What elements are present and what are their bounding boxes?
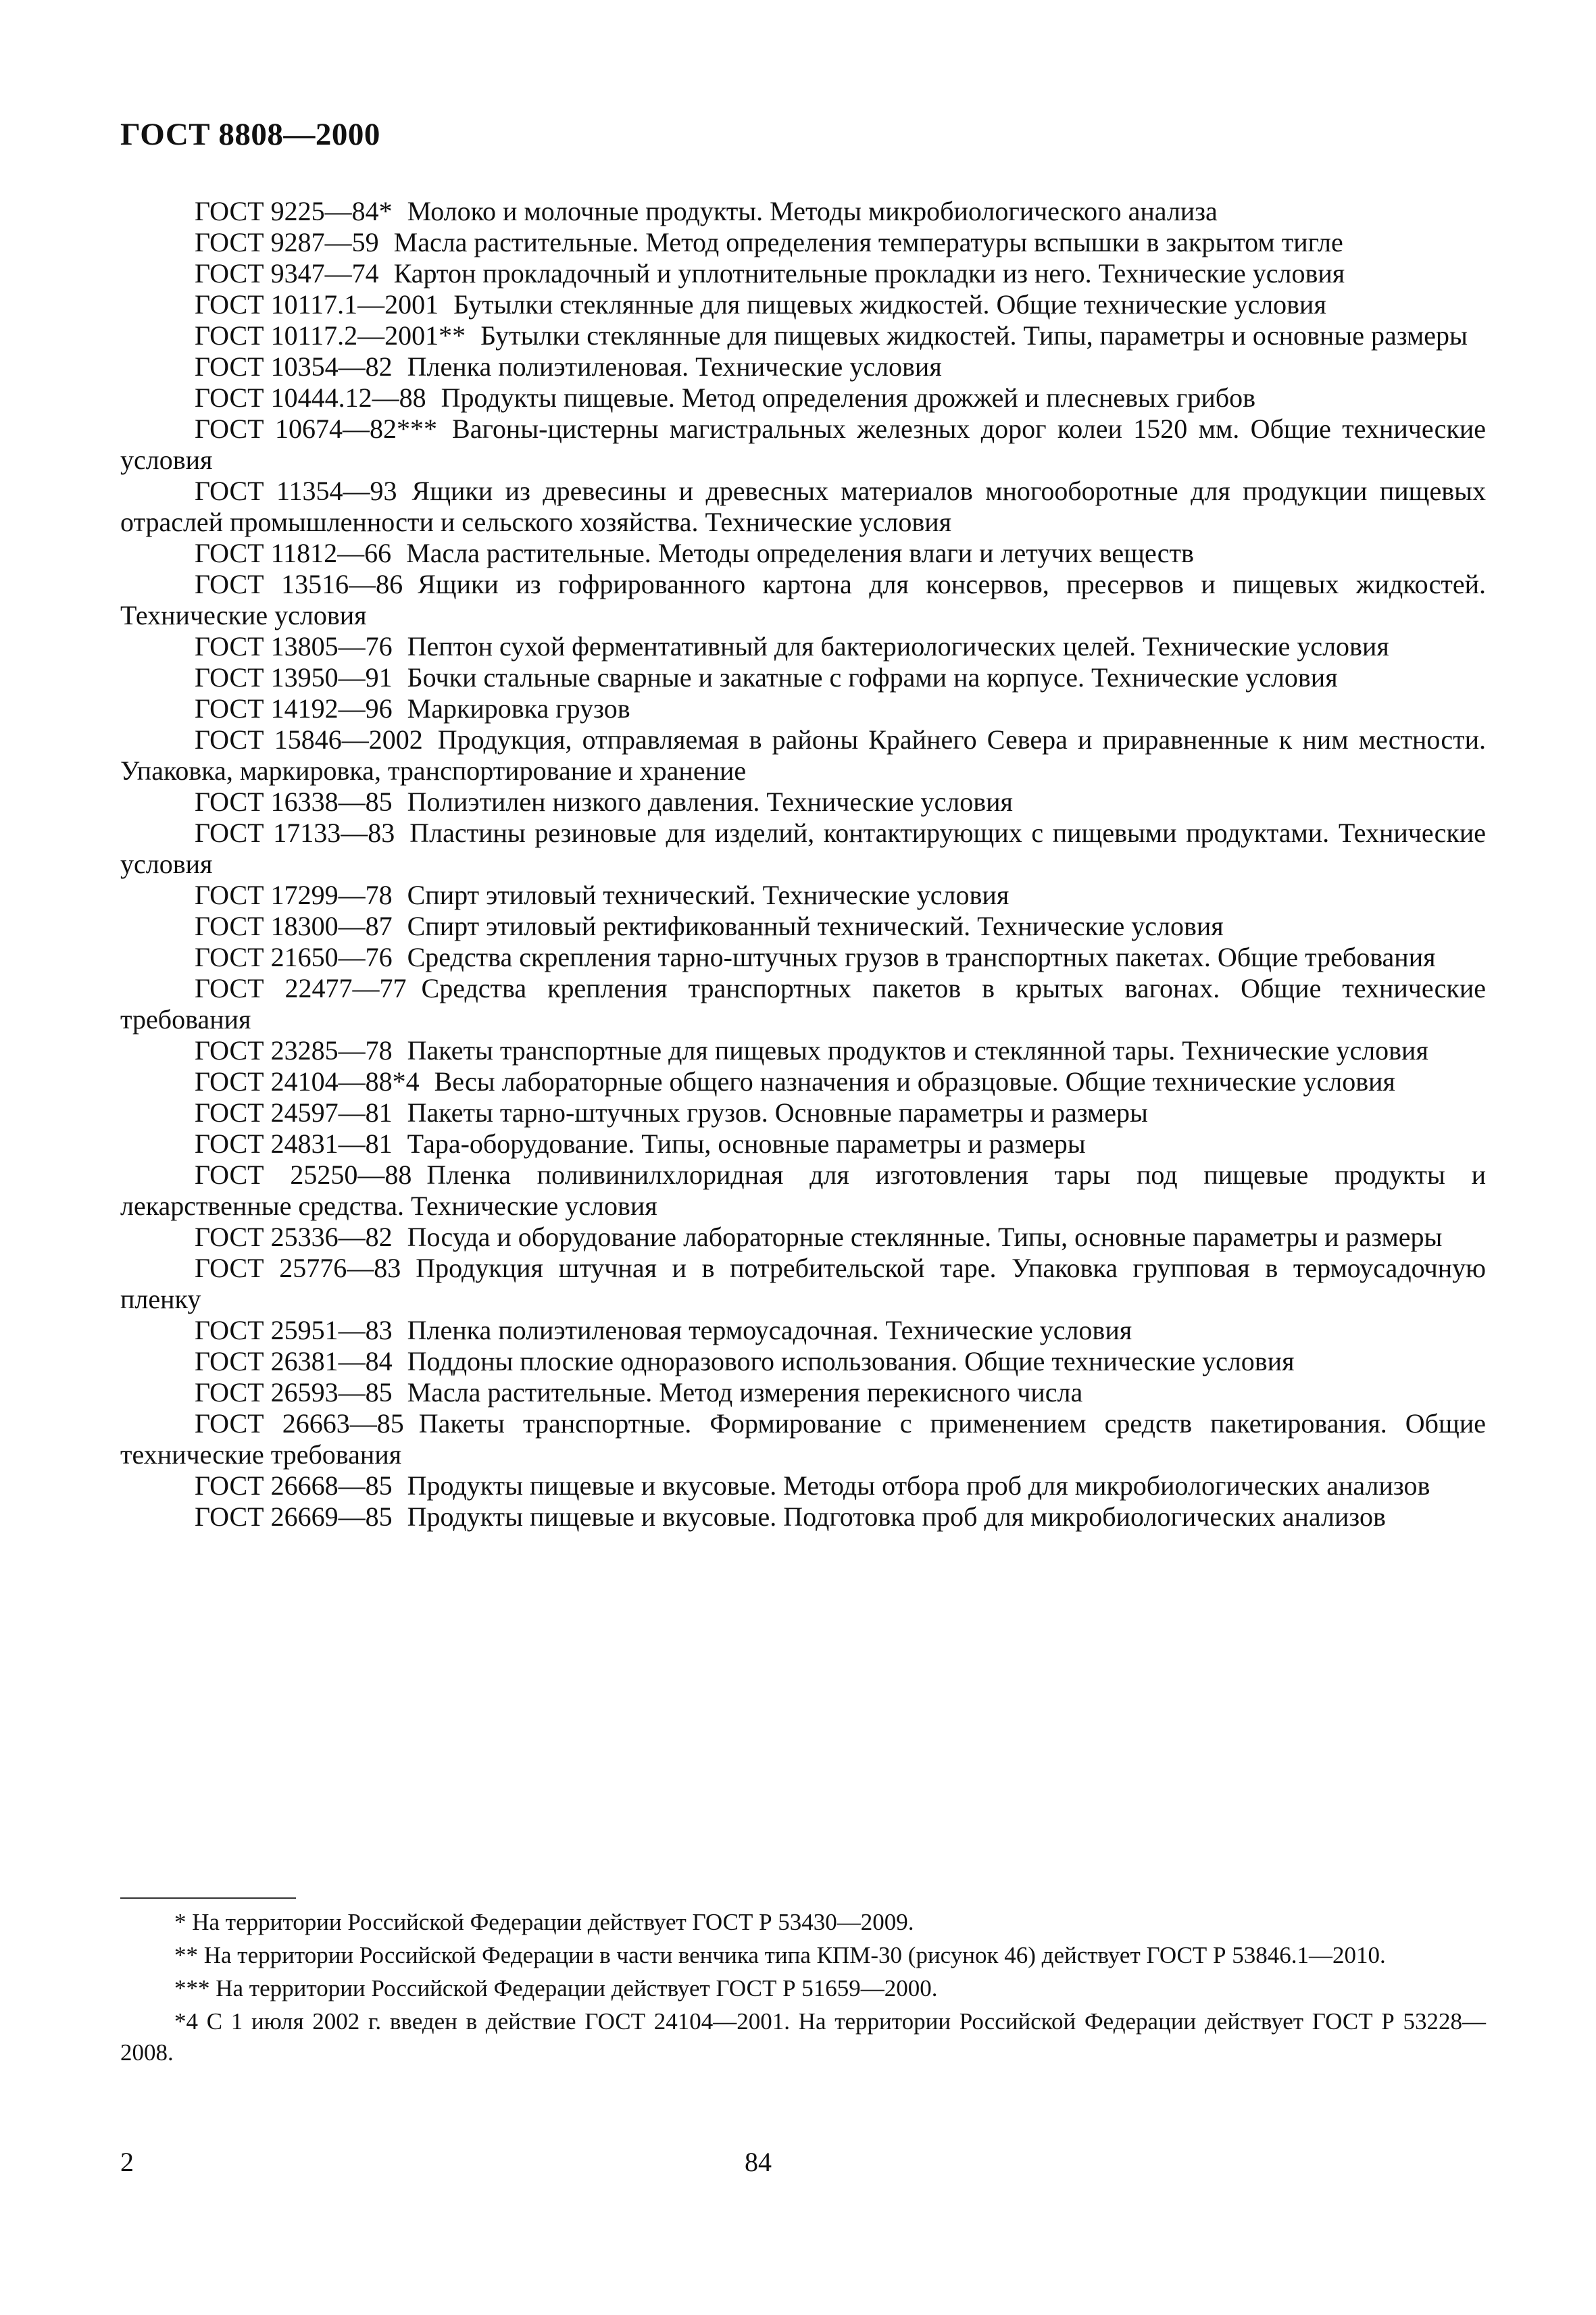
- reference-title: Пленка полиэтиленовая. Технические условия: [407, 351, 942, 382]
- reference-item: [120, 1222, 1486, 1253]
- reference-item: [120, 1035, 1486, 1066]
- reference-title: Продукты пищевые. Метод определения дрожжей и плесневых грибов: [441, 382, 1255, 413]
- reference-item: [120, 911, 1486, 942]
- reference-code: ГОСТ 17133—83: [195, 818, 395, 848]
- reference-item: [120, 1377, 1486, 1408]
- reference-title: Масла растительные. Методы определения влаги и летучих веществ: [406, 538, 1194, 568]
- reference-item: [120, 1128, 1486, 1160]
- reference-code: ГОСТ 11354—93: [195, 476, 397, 506]
- reference-code: ГОСТ 11812—66: [195, 538, 392, 568]
- reference-title: Пептон сухой ферментативный для бактериологических целей. Технические условия: [407, 631, 1389, 662]
- reference-title: Пленка полиэтиленовая термоусадочная. Технические условия: [407, 1315, 1132, 1345]
- reference-code: ГОСТ 24597—81: [195, 1097, 393, 1128]
- reference-code: ГОСТ 25250—88: [195, 1160, 412, 1190]
- reference-code: ГОСТ 10117.2—2001**: [195, 320, 466, 351]
- reference-code: ГОСТ 25776—83: [195, 1253, 401, 1283]
- reference-code: ГОСТ 13950—91: [195, 662, 393, 693]
- reference-code: ГОСТ 26593—85: [195, 1377, 393, 1408]
- reference-title: Пленка поливинилхлоридная для изготовления тары под пищевые продукты и лекарственные средства. Технические условия: [120, 1160, 1486, 1221]
- reference-title: Весы лабораторные общего назначения и образцовые. Общие технические условия: [434, 1066, 1395, 1097]
- reference-code: ГОСТ 26668—85: [195, 1470, 393, 1501]
- footnote: ** На территории Российской Федерации в части венчика типа КПМ-30 (рисунок 46) действует ГОСТ Р 53846.1—2010.: [174, 1942, 1386, 1968]
- reference-title: Тара-оборудование. Типы, основные параметры и размеры: [407, 1128, 1086, 1159]
- page-number-center: 84: [745, 2147, 772, 2177]
- reference-title: Ящики из гофрированного картона для консервов, пресервов и пищевых жидкостей. Технические условия: [120, 569, 1487, 630]
- reference-item: [120, 787, 1486, 818]
- reference-title: Картон прокладочный и уплотнительные прокладки из него. Технические условия: [393, 258, 1345, 289]
- reference-code: ГОСТ 10674—82***: [195, 414, 438, 444]
- reference-code: ГОСТ 16338—85: [195, 787, 393, 817]
- reference-title: Продукция, отправляемая в районы Крайнего Севера и приравненные к ним местности. Упаковка, маркировка, транспортирование и хранение: [120, 724, 1487, 786]
- footnote: *** На территории Российской Федерации действует ГОСТ Р 51659—2000.: [174, 1975, 938, 2001]
- reference-title: Молоко и молочные продукты. Методы микробиологического анализа: [407, 196, 1218, 226]
- reference-title: Посуда и оборудование лабораторные стеклянные. Типы, основные параметры и размеры: [407, 1222, 1443, 1252]
- reference-title: Маркировка грузов: [407, 693, 630, 724]
- reference-item: [120, 538, 1486, 569]
- footnote: *4 С 1 июля 2002 г. введен в действие ГОСТ 24104—2001. На территории Российской Федерации действует ГОСТ Р 53228—2008.: [120, 2008, 1486, 2066]
- footnotes: [120, 1907, 1486, 2070]
- footnote-divider: [120, 1897, 296, 1899]
- reference-code: ГОСТ 24831—81: [195, 1128, 393, 1159]
- reference-item: [120, 320, 1486, 351]
- reference-code: ГОСТ 26669—85: [195, 1501, 393, 1532]
- reference-item: [120, 942, 1486, 973]
- reference-item: [120, 196, 1486, 227]
- reference-code: ГОСТ 26381—84: [195, 1346, 393, 1376]
- reference-code: ГОСТ 17299—78: [195, 880, 393, 910]
- reference-code: ГОСТ 18300—87: [195, 911, 393, 941]
- reference-item: [120, 258, 1486, 289]
- reference-item: [120, 1160, 1486, 1222]
- reference-code: ГОСТ 10117.1—2001: [195, 289, 439, 320]
- reference-title: Масла растительные. Метод измерения перекисного числа: [407, 1377, 1083, 1408]
- reference-item: [120, 662, 1486, 693]
- reference-title: Продукты пищевые и вкусовые. Методы отбора проб для микробиологических анализов: [407, 1470, 1430, 1501]
- reference-code: ГОСТ 14192—96: [195, 693, 393, 724]
- reference-item: [120, 351, 1486, 382]
- reference-title: Продукты пищевые и вкусовые. Подготовка проб для микробиологических анализов: [407, 1501, 1386, 1532]
- reference-item: [120, 476, 1486, 538]
- reference-item: [120, 1470, 1486, 1501]
- reference-item: [120, 1408, 1486, 1470]
- reference-title: Полиэтилен низкого давления. Технические условия: [407, 787, 1013, 817]
- reference-title: Пакеты тарно-штучных грузов. Основные параметры и размеры: [407, 1097, 1148, 1128]
- reference-code: ГОСТ 15846—2002: [195, 724, 423, 755]
- reference-item: [120, 1315, 1486, 1346]
- reference-item: [120, 1066, 1486, 1097]
- reference-code: ГОСТ 25951—83: [195, 1315, 393, 1345]
- reference-title: Спирт этиловый технический. Технические условия: [407, 880, 1009, 910]
- reference-title: Бочки стальные сварные и закатные с гофрами на корпусе. Технические условия: [407, 662, 1338, 693]
- reference-title: Бутылки стеклянные для пищевых жидкостей. Общие технические условия: [453, 289, 1326, 320]
- reference-code: ГОСТ 13516—86: [195, 569, 403, 599]
- reference-item: [120, 289, 1486, 320]
- reference-code: ГОСТ 21650—76: [195, 942, 393, 972]
- reference-code: ГОСТ 9287—59: [195, 227, 379, 257]
- reference-item: [120, 631, 1486, 662]
- reference-code: ГОСТ 22477—77: [195, 973, 407, 1003]
- footnote: * На территории Российской Федерации действует ГОСТ Р 53430—2009.: [174, 1909, 914, 1935]
- reference-item: [120, 227, 1486, 258]
- reference-title: Поддоны плоские одноразового использования. Общие технические условия: [407, 1346, 1295, 1376]
- reference-item: [120, 414, 1486, 476]
- reference-code: ГОСТ 26663—85: [195, 1408, 404, 1439]
- page-header-title: ГОСТ 8808—2000: [120, 117, 380, 152]
- reference-item: [120, 1501, 1486, 1533]
- reference-item: [120, 880, 1486, 911]
- reference-code: ГОСТ 10354—82: [195, 351, 393, 382]
- reference-item: [120, 724, 1486, 787]
- reference-item: [120, 973, 1486, 1035]
- reference-title: Бутылки стеклянные для пищевых жидкостей. Типы, параметры и основные размеры: [480, 320, 1468, 351]
- reference-item: [120, 569, 1486, 631]
- reference-code: ГОСТ 24104—88*4: [195, 1066, 420, 1097]
- reference-item: [120, 382, 1486, 414]
- reference-code: ГОСТ 25336—82: [195, 1222, 393, 1252]
- reference-code: ГОСТ 23285—78: [195, 1035, 393, 1066]
- reference-code: ГОСТ 9347—74: [195, 258, 379, 289]
- reference-item: [120, 693, 1486, 724]
- reference-title: Продукция штучная и в потребительской таре. Упаковка групповая в термоусадочную пленку: [120, 1253, 1486, 1314]
- reference-item: [120, 1253, 1486, 1315]
- reference-title: Масла растительные. Метод определения температуры вспышки в закрытом тигле: [393, 227, 1343, 257]
- reference-code: ГОСТ 9225—84*: [195, 196, 393, 226]
- reference-title: Средства скрепления тарно-штучных грузов в транспортных пакетах. Общие требования: [407, 942, 1436, 972]
- reference-item: [120, 1097, 1486, 1128]
- page-number-left: 2: [120, 2147, 134, 2177]
- reference-title: Пакеты транспортные для пищевых продуктов и стеклянной тары. Технические условия: [407, 1035, 1428, 1066]
- reference-code: ГОСТ 13805—76: [195, 631, 393, 662]
- reference-title: Спирт этиловый ректификованный технический. Технические условия: [407, 911, 1224, 941]
- reference-code: ГОСТ 10444.12—88: [195, 382, 426, 413]
- reference-item: [120, 818, 1486, 880]
- reference-title: Ящики из древесины и древесных материалов многооборотные для продукции пищевых отраслей промышленности и сельского хозяйства. Технические условия: [120, 476, 1486, 537]
- reference-title: Пластины резиновые для изделий, контактирующих с пищевыми продуктами. Технические условия: [120, 818, 1486, 879]
- reference-item: [120, 1346, 1486, 1377]
- reference-title: Вагоны-цистерны магистральных железных дорог колеи 1520 мм. Общие технические условия: [120, 414, 1487, 475]
- normative-references-list: [120, 196, 1486, 1533]
- reference-title: Средства крепления транспортных пакетов в крытых вагонах. Общие технические требования: [120, 973, 1486, 1035]
- reference-title: Пакеты транспортные. Формирование с применением средств пакетирования. Общие технические требования: [120, 1408, 1486, 1470]
